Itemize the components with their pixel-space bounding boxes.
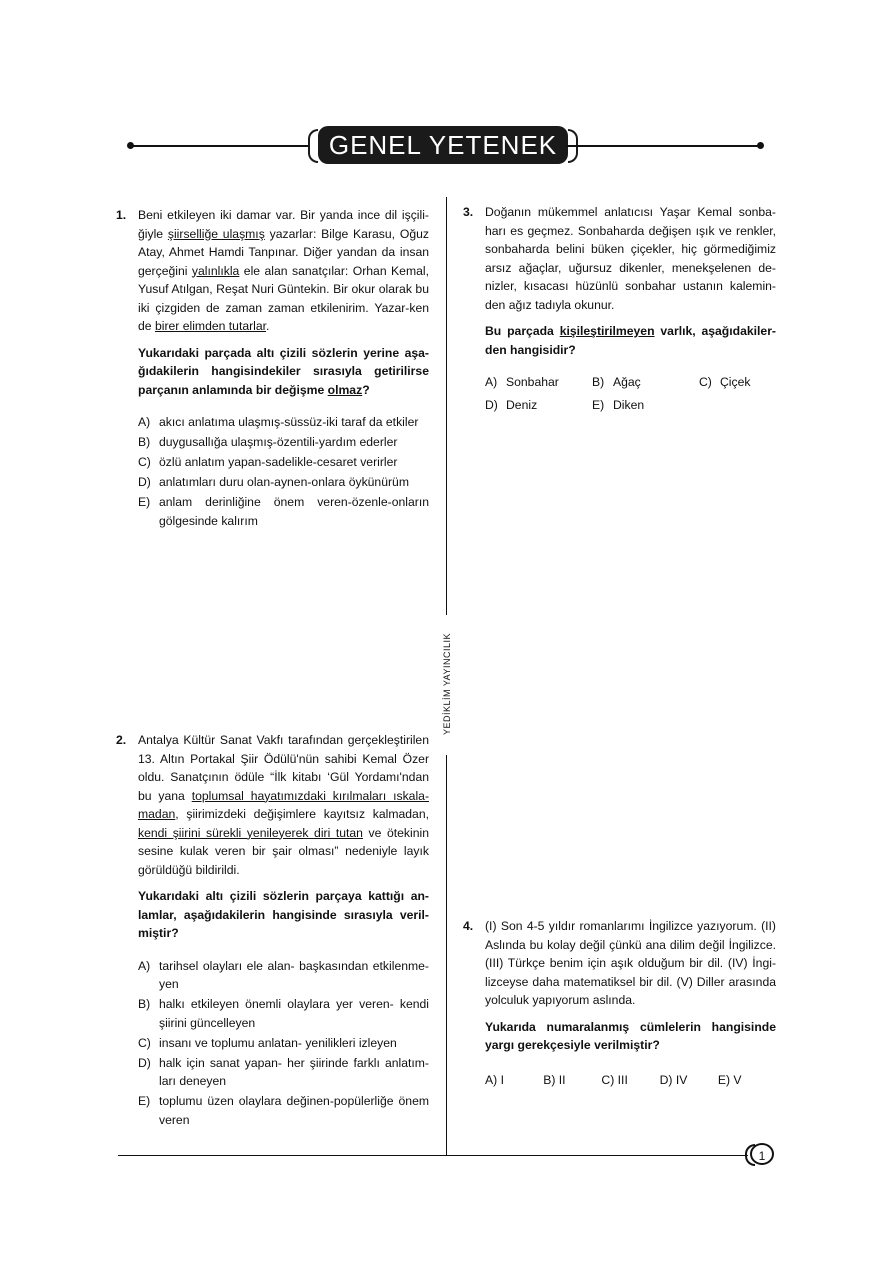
question-4: [463, 917, 776, 1089]
option-d[interactable]: D) Deniz: [485, 398, 538, 412]
header-dot-right: [757, 142, 764, 149]
question-prompt: Yukarıda numaralanmış cümlelerin hangisinde yargı gerekçesiyle verilmiştir?: [485, 1019, 776, 1052]
question-passage: Doğanın mükemmel anlatıcısı Yaşar Kemal sonba-harı es geçmez. Sonbaharda değişen ışık ve renkler, sonbaharda belini büken çiçekler, hiç görmediğimiz arsız ağaçlar, uğursuz dikenler, menekşelenen de-nizler, kısacası hüzünlü sonbahar ustanın kalemin-den ağız tadıyla okunur.: [485, 205, 776, 312]
option-b[interactable]: B) II: [543, 1072, 566, 1087]
answer-options: [138, 957, 429, 1130]
option-e[interactable]: E) anlam derinliğine önem veren-özenle-onların gölgesinde kalırım: [138, 495, 429, 528]
option-a[interactable]: A) I: [485, 1072, 504, 1087]
option-c[interactable]: C) özlü anlatım yapan-sadelikle-cesaret verirler: [138, 455, 398, 469]
section-title: GENEL YETENEK: [318, 126, 568, 164]
question-number: 3.: [463, 205, 474, 219]
question-passage: Beni etkileyen iki damar var. Bir yanda ince dil işçili-ğiyle şiirselliğe ulaşmış yazarlar: Bilge Karasu, Oğuz Atay, Ahmet Hamdi Tanpınar. Diğer yandan da insan gerçeğini yalınlıkla ele alan sanatçılar: Orhan Kemal, Yusuf Atılgan, Reşat Nuri Güntekin. Bir okur olarak bu iki çizgiden de zaman zaman etkilenirim. Yazar-ken de birer elimden tutarlar.: [138, 208, 429, 333]
page-number-badge: [745, 1143, 775, 1167]
question-2: [116, 731, 429, 1131]
option-d[interactable]: D) anlatımları duru olan-aynen-onlara öykünürüm: [138, 475, 409, 489]
publisher-label: YEDİKLİM YAYINCILIK: [442, 632, 452, 736]
question-number: 4.: [463, 919, 474, 933]
option-a[interactable]: A) akıcı anlatıma ulaşmış-süssüz-iki taraf da etkiler: [138, 415, 419, 429]
question-prompt: Yukarıdaki parçada altı çizili sözlerin yerine aşa-ğıdakilerin hangisindekiler sırasıyla getirilirse parçanın anlamında bir değişme olmaz?: [138, 345, 429, 397]
option-d[interactable]: D) IV: [659, 1072, 688, 1087]
option-a[interactable]: A) Sonbahar: [485, 375, 559, 389]
question-1: [116, 206, 429, 532]
column-divider-bottom: [446, 755, 447, 1155]
option-b[interactable]: B) duygusallığa ulaşmış-özentili-yardım ederler: [138, 435, 398, 449]
option-c[interactable]: C) III: [601, 1072, 628, 1087]
header-rule-right: [566, 145, 760, 147]
column-divider-top: [446, 197, 447, 615]
option-e[interactable]: E) toplumu üzen olaylara değinen-popülerliğe önem veren: [138, 1094, 429, 1127]
option-e[interactable]: E) V: [717, 1072, 742, 1087]
option-c[interactable]: C) Çiçek: [699, 375, 751, 389]
question-passage: (I) Son 4-5 yıldır romanlarımı İngilizce yazıyorum. (II) Aslında bu kolay değil çünkü ana dilim değil İngilizce. (III) Türkçe benim için aşık olduğum bir dil. (IV) İngi-lizceyse daha matematiksel bir dil. (V) Diller arasında yolculuk yapıyorum aslında.: [485, 919, 776, 1007]
answer-options: [485, 373, 776, 416]
option-b[interactable]: B) Ağaç: [592, 375, 641, 389]
option-e[interactable]: E) Diken: [592, 398, 645, 412]
option-c[interactable]: C) insanı ve toplumu anlatan- yenilikleri izleyen: [138, 1035, 397, 1050]
question-number: 2.: [116, 733, 127, 747]
question-number: 1.: [116, 208, 127, 222]
question-prompt: Yukarıdaki altı çizili sözlerin parçaya kattığı an-lamlar, aşağıdakilerin hangisinde sırasıyla veril-miştir?: [138, 889, 429, 940]
option-b[interactable]: B) halkı etkileyen önemli olaylara yer veren- kendi şiirini güncelleyen: [138, 997, 429, 1030]
answer-options: [485, 1071, 776, 1090]
option-d[interactable]: D) halk için sanat yapan- her şiirinde farklı anlatım-ları deneyen: [138, 1055, 429, 1088]
footer-rule: [118, 1155, 748, 1156]
page-number: 1: [750, 1143, 774, 1165]
question-passage: Antalya Kültür Sanat Vakfı tarafından gerçekleştirilen 13. Altın Portakal Şiir Ödülü'nün sahibi Kemal Özer oldu. Sanatçının ödüle “İlk kitabı ‘Gül Yordamı'ndan bu yana toplumsal hayatımızdaki kırılmaları ıskala-madan, şiirimizdeki değişimlere kayıtsız kalmadan, kendi şiirini sürekli yenileyerek diri tutan ve ötekinin sesine kulak veren bir şair olması” nedeniyle layık görüldüğü bildirildi.: [138, 733, 429, 877]
answer-options: [138, 413, 429, 530]
option-a[interactable]: A) tarihsel olayları ele alan- başkasından etkilenme-yen: [138, 958, 429, 991]
question-3: [463, 203, 776, 416]
header-rule-left: [130, 145, 320, 147]
question-prompt: Bu parçada kişileştirilmeyen varlık, aşağıdakiler-den hangisidir?: [485, 324, 776, 357]
